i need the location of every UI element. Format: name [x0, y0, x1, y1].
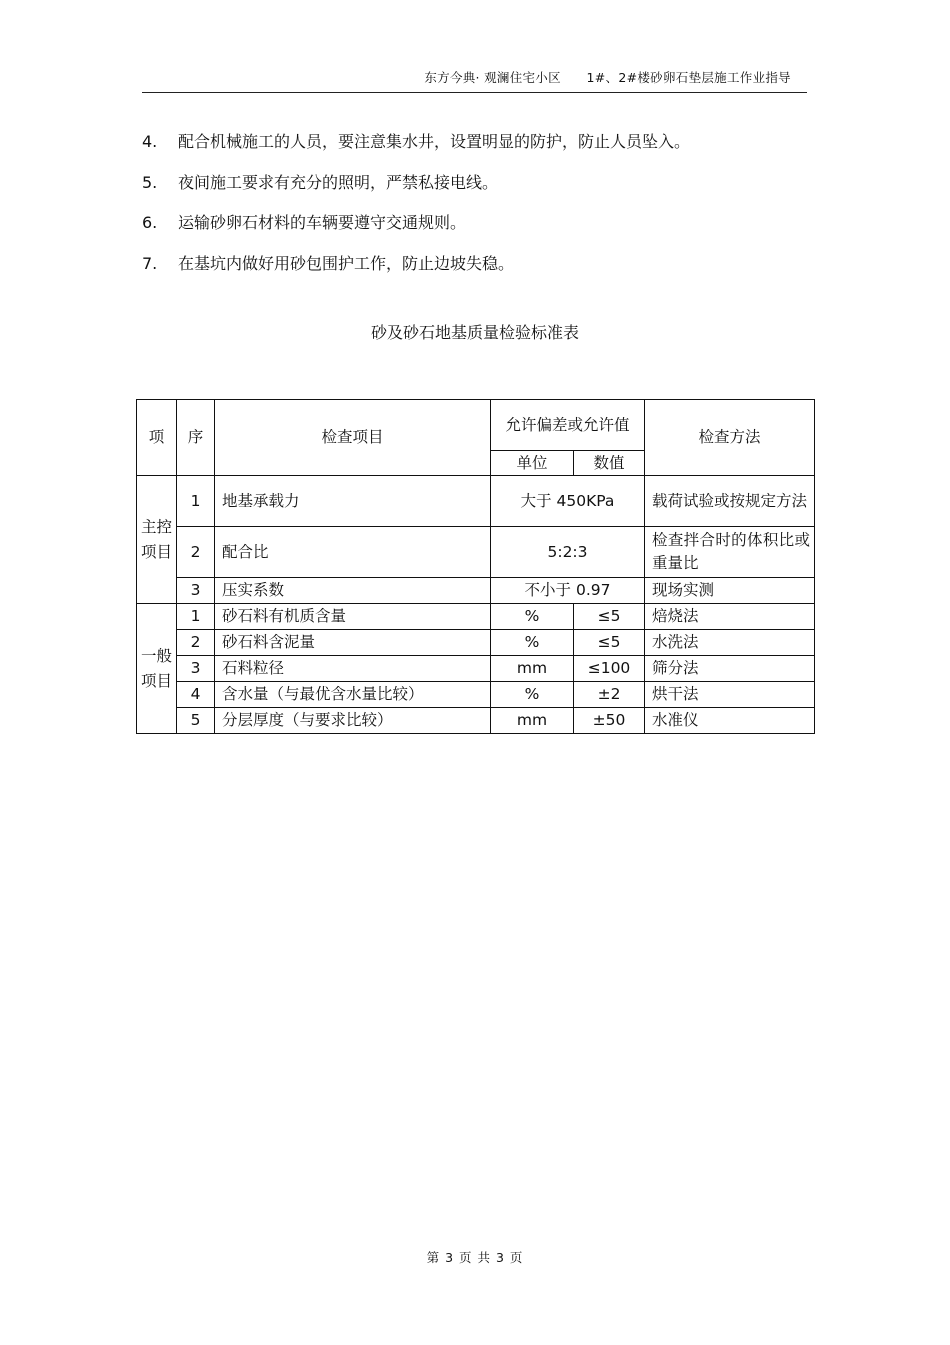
- list-item: [142, 128, 822, 169]
- row-item: 分层厚度（与要求比较）: [215, 708, 491, 734]
- row-item: 压实系数: [215, 578, 491, 604]
- table-row: [137, 630, 815, 656]
- row-item: 含水量（与最优含水量比较）: [215, 682, 491, 708]
- list-item: [142, 169, 822, 210]
- row-unit: mm: [491, 708, 574, 734]
- list-text: 夜间施工要求有充分的照明，严禁私接电线。: [178, 172, 499, 192]
- page-footer: 第 3 页 共 3 页: [426, 1250, 524, 1265]
- row-seq: 2: [177, 630, 215, 656]
- row-item: 地基承载力: [215, 476, 491, 527]
- row-seq: 1: [177, 476, 215, 527]
- list-number: 4.: [142, 132, 158, 151]
- row-value: ≤5: [574, 604, 645, 630]
- row-value: ≤100: [574, 656, 645, 682]
- row-item: 石料粒径: [215, 656, 491, 682]
- list-item: [142, 250, 822, 291]
- row-method: 检查拌合时的体积比或重量比: [645, 527, 815, 578]
- row-seq: 4: [177, 682, 215, 708]
- header-value: 数值: [574, 451, 645, 476]
- row-seq: 3: [177, 578, 215, 604]
- row-seq: 5: [177, 708, 215, 734]
- row-method: 筛分法: [645, 656, 815, 682]
- list-text: 运输砂卵石材料的车辆要遵守交通规则。: [178, 213, 467, 232]
- page-header: [142, 66, 807, 93]
- row-value: ±2: [574, 682, 645, 708]
- row-seq: 2: [177, 527, 215, 578]
- list-number: 6.: [142, 213, 158, 232]
- header-unit: 单位: [491, 451, 574, 476]
- list-item: [142, 209, 822, 250]
- row-seq: 3: [177, 656, 215, 682]
- row-method: 现场实测: [645, 578, 815, 604]
- safety-list: [142, 128, 822, 290]
- row-value: ±50: [574, 708, 645, 734]
- row-tolerance: 大于 450KPa: [491, 476, 645, 527]
- row-seq: 1: [177, 604, 215, 630]
- table-row: [137, 527, 815, 578]
- header-method: 检查方法: [645, 400, 815, 476]
- table-row: [137, 656, 815, 682]
- list-number: 5.: [142, 172, 158, 192]
- row-tolerance: 5:2:3: [491, 527, 645, 578]
- row-method: 水准仪: [645, 708, 815, 734]
- list-text: 在基坑内做好用砂包围护工作，防止边坡失稳。: [178, 253, 515, 273]
- table-header-row: [137, 400, 815, 451]
- table-row: [137, 578, 815, 604]
- list-text: 配合机械施工的人员，要注意集水井，设置明显的防护，防止人员坠入。: [178, 132, 691, 151]
- group-general-label: 一般项目: [137, 604, 177, 734]
- row-unit: %: [491, 630, 574, 656]
- header-check-item: 检查项目: [215, 400, 491, 476]
- row-method: 烘干法: [645, 682, 815, 708]
- table-row: [137, 604, 815, 630]
- row-item: 砂石料含泥量: [215, 630, 491, 656]
- row-method: 水洗法: [645, 630, 815, 656]
- row-method: 载荷试验或按规定方法: [645, 476, 815, 527]
- row-item: 配合比: [215, 527, 491, 578]
- row-unit: %: [491, 682, 574, 708]
- row-tolerance: 不小于 0.97: [491, 578, 645, 604]
- list-number: 7.: [142, 253, 158, 273]
- header-item: 项: [137, 400, 177, 476]
- table-title: 砂及砂石地基质量检验标准表: [370, 323, 579, 342]
- row-unit: %: [491, 604, 574, 630]
- row-item: 砂石料有机质含量: [215, 604, 491, 630]
- row-unit: mm: [491, 656, 574, 682]
- quality-standard-table: [136, 399, 815, 734]
- row-value: ≤5: [574, 630, 645, 656]
- header-text: 东方今典· 观澜住宅小区 1#、2#楼砂卵石垫层施工作业指导: [424, 70, 791, 85]
- group-main-label: 主控项目: [137, 476, 177, 604]
- header-tolerance: 允许偏差或允许值: [491, 400, 645, 451]
- header-seq: 序: [177, 400, 215, 476]
- table-row: [137, 708, 815, 734]
- table-row: [137, 476, 815, 527]
- table-row: [137, 682, 815, 708]
- row-method: 焙烧法: [645, 604, 815, 630]
